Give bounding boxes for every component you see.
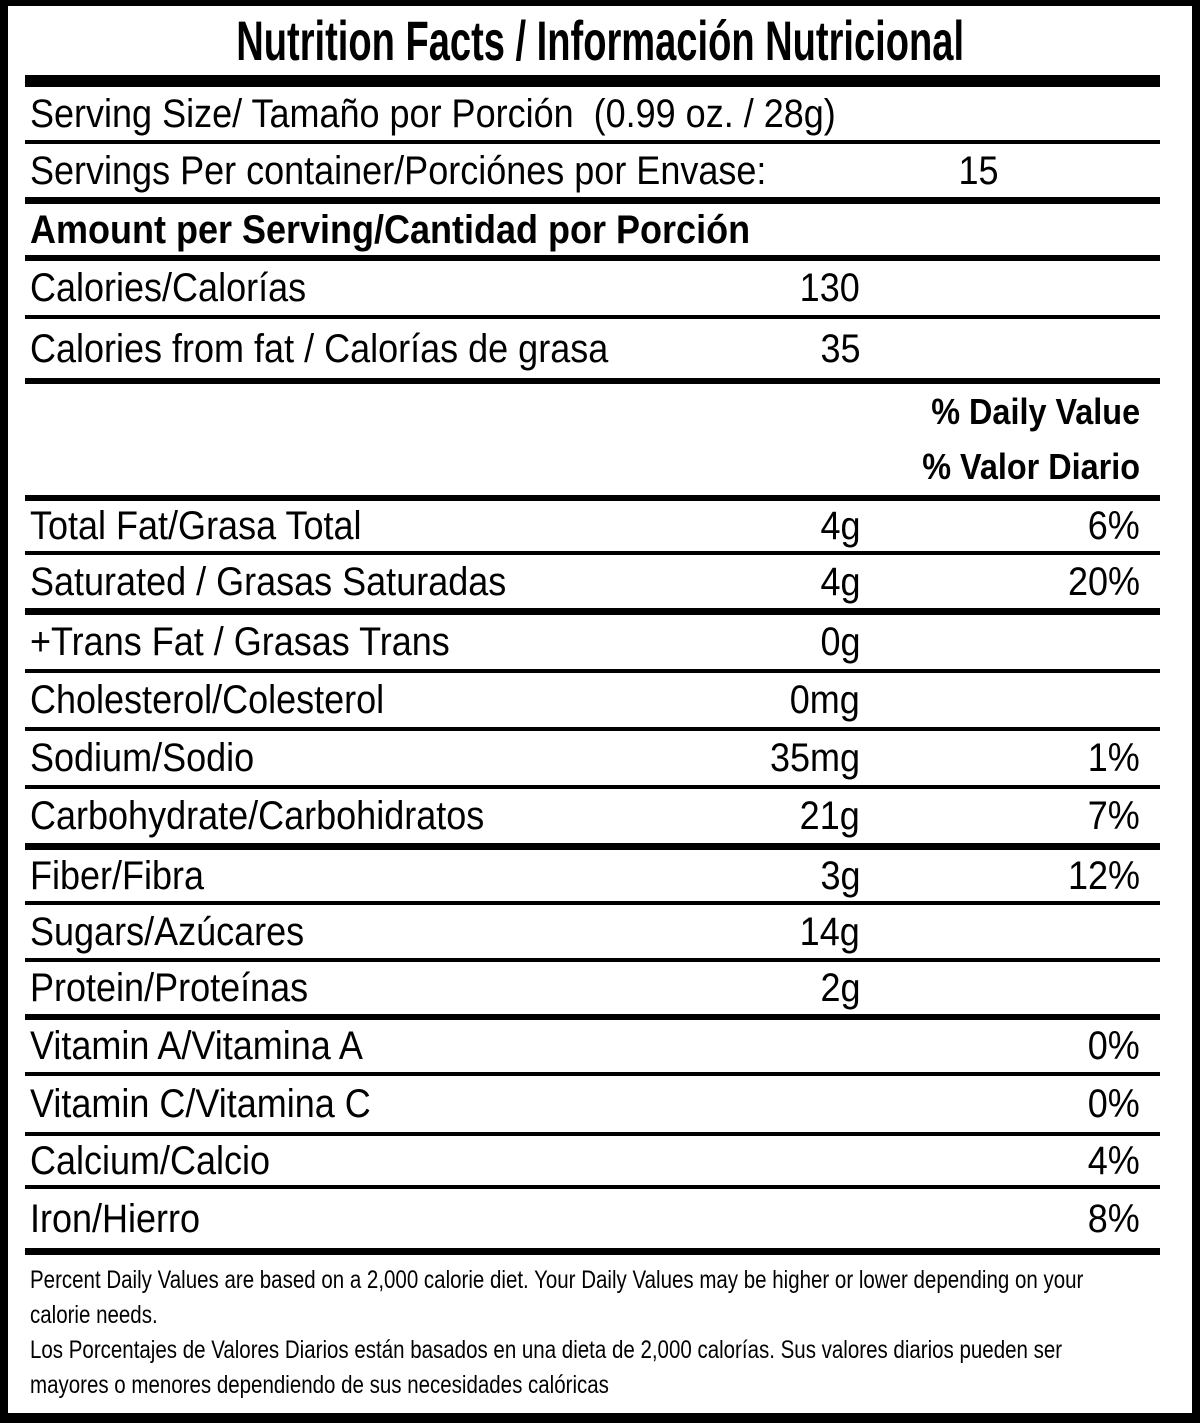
nutrient-daily-value: 12% — [1067, 853, 1140, 898]
footnote-line-en-2: calorie needs. — [30, 1301, 158, 1329]
nutrient-label: Fiber/Fibra — [30, 853, 205, 898]
calories-label: Calories/Calorías — [30, 266, 307, 310]
serving-size-row — [8, 87, 1192, 140]
footnote — [8, 1255, 1192, 1421]
calories-from-fat-row — [8, 319, 1192, 378]
nutrient-label: Iron/Hierro — [30, 1196, 201, 1241]
nutrient-amount: 4g — [819, 559, 860, 604]
nutrient-daily-value: 1% — [1087, 736, 1140, 780]
servings-per-container-row — [8, 144, 1192, 197]
nutrient-amount: 4g — [819, 504, 860, 548]
amount-per-serving-heading: Amount per Serving/Cantidad por Porción — [30, 207, 751, 252]
calories-row — [8, 261, 1192, 315]
nutrient-amount: 2g — [819, 966, 860, 1010]
nutrient-row-saturated-fat — [8, 555, 1192, 608]
amount-per-serving-heading-row — [8, 204, 1192, 255]
calories-from-fat-label: Calories from fat / Calorías de grasa — [30, 326, 609, 371]
nutrient-amount: 0mg — [789, 678, 860, 722]
daily-value-heading-row-es — [8, 439, 1192, 495]
daily-value-heading-row-en — [8, 384, 1192, 439]
nutrient-row-protein — [8, 962, 1192, 1014]
nutrient-label: Calcium/Calcio — [30, 1138, 271, 1183]
nutrient-label: Vitamin C/Vitamina C — [30, 1082, 371, 1126]
nutrient-label: Protein/Proteínas — [30, 966, 309, 1010]
nutrient-row-total-fat — [8, 501, 1192, 551]
nutrient-row-vitamin-a — [8, 1020, 1192, 1072]
nutrient-row-fiber — [8, 850, 1192, 901]
nutrient-row-cholesterol — [8, 673, 1192, 727]
nutrient-label: +Trans Fat / Grasas Trans — [30, 620, 450, 664]
nutrient-daily-value: 0% — [1087, 1082, 1140, 1126]
nutrient-daily-value: 0% — [1087, 1024, 1140, 1068]
nutrient-label: Cholesterol/Colesterol — [30, 678, 385, 722]
nutrient-daily-value: 7% — [1087, 794, 1140, 838]
divider — [25, 197, 1160, 204]
divider — [25, 1248, 1160, 1255]
label-title: Nutrition Facts / Información Nutricional — [236, 9, 964, 72]
nutrient-daily-value: 8% — [1087, 1196, 1140, 1241]
nutrient-row-sodium — [8, 731, 1192, 785]
title-divider-bar — [25, 75, 1160, 87]
nutrient-amount: 35mg — [769, 736, 860, 780]
nutrient-amount: 14g — [799, 909, 860, 954]
footnote-line-es-1: Los Porcentajes de Valores Diarios están basados en una dieta de 2,000 calorías. Sus valores diarios pueden ser — [30, 1336, 1063, 1364]
nutrient-amount: 0g — [819, 620, 860, 664]
nutrient-label: Saturated / Grasas Saturadas — [30, 559, 507, 604]
calories-from-fat-value: 35 — [819, 326, 860, 371]
servings-per-container-value: 15 — [958, 148, 999, 193]
nutrient-row-trans-fat — [8, 615, 1192, 669]
nutrient-label: Total Fat/Grasa Total — [30, 504, 362, 548]
nutrient-row-vitamin-c — [8, 1076, 1192, 1132]
nutrient-daily-value: 4% — [1087, 1138, 1140, 1183]
nutrient-label: Carbohydrate/Carbohidratos — [30, 794, 485, 838]
nutrient-row-sugars — [8, 905, 1192, 958]
daily-value-heading-en: % Daily Value — [931, 390, 1140, 432]
nutrient-label: Sodium/Sodio — [30, 736, 255, 780]
nutrient-amount: 21g — [799, 794, 860, 838]
nutrient-row-carbohydrate — [8, 789, 1192, 843]
footnote-line-es-2: mayores o menores dependiendo de sus necesidades calóricas — [30, 1371, 609, 1399]
servings-per-container-label: Servings Per container/Porciónes por Envase: — [30, 148, 767, 193]
serving-size-text: Serving Size/ Tamaño por Porción (0.99 oz. / 28g) — [30, 91, 836, 136]
divider — [25, 843, 1160, 850]
nutrient-daily-value: 20% — [1067, 559, 1140, 604]
footnote-line-en-1: Percent Daily Values are based on a 2,000 calorie diet. Your Daily Values may be higher or lower depending on your — [30, 1266, 1084, 1294]
nutrient-amount: 3g — [819, 853, 860, 898]
nutrient-row-calcium — [8, 1136, 1192, 1185]
nutrient-row-iron — [8, 1189, 1192, 1248]
divider — [25, 608, 1160, 615]
label-title-zone — [8, 6, 1192, 75]
calories-value: 130 — [799, 266, 860, 310]
nutrient-label: Sugars/Azúcares — [30, 909, 305, 954]
nutrient-daily-value: 6% — [1087, 504, 1140, 548]
daily-value-heading-es: % Valor Diario — [922, 446, 1140, 487]
nutrient-label: Vitamin A/Vitamina A — [30, 1024, 363, 1068]
